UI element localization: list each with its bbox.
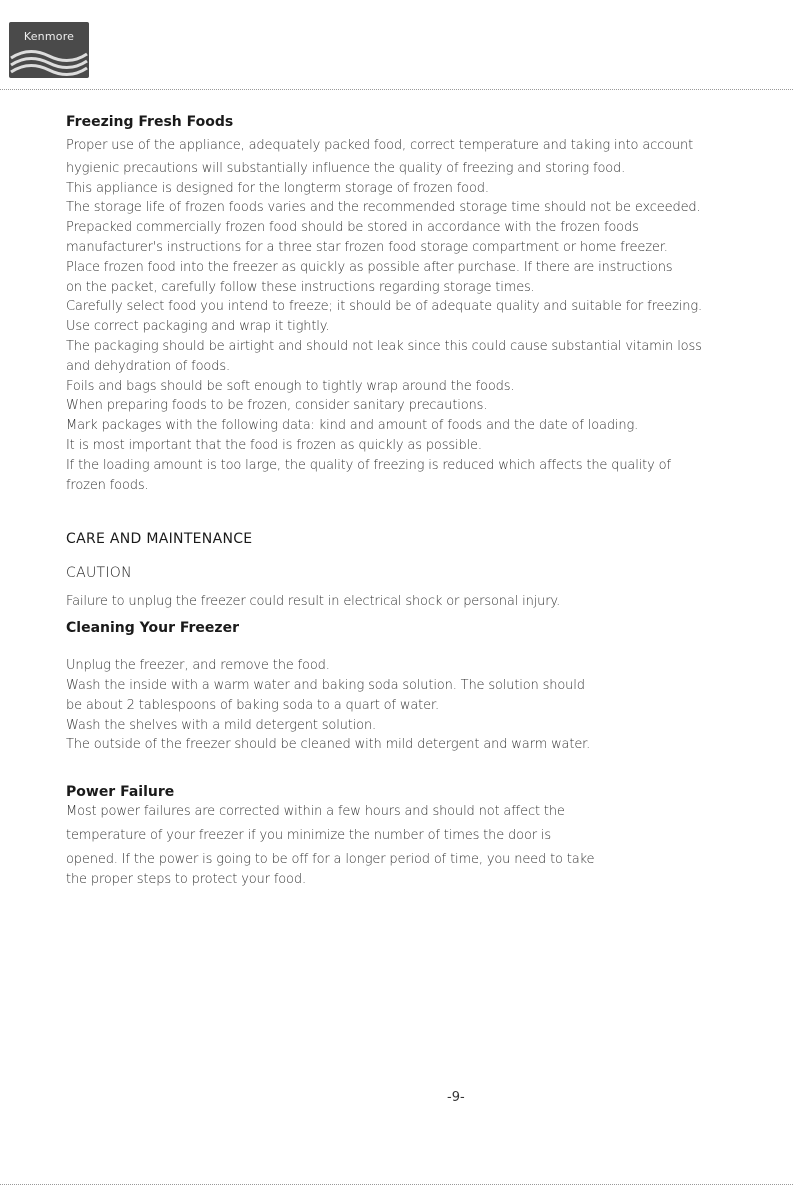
freezing-line: It is most important that the food is frozen as quickly as possible. [66, 437, 482, 453]
freezing-line: manufacturer's instructions for a three star frozen food storage compartment or home freezer. [66, 239, 668, 255]
cleaning-body [66, 656, 781, 755]
freezing-line: on the packet, carefully follow these instructions regarding storage times. [66, 279, 535, 295]
freezing-line: The packaging should be airtight and should not leak since this could cause substantial vitamin loss [66, 338, 702, 354]
logo-wave-icon [9, 48, 89, 78]
freezing-line: Prepacked commercially frozen food should be stored in accordance with the frozen foods [66, 220, 639, 236]
logo-brand-text: Kenmore [23, 30, 75, 43]
power-line: the proper steps to protect your food. [66, 871, 306, 887]
freezing-line: Foils and bags should be soft enough to tightly wrap around the foods. [66, 378, 515, 394]
freezing-line: Use correct packaging and wrap it tightly. [66, 319, 330, 335]
care-heading: CARE AND MAINTENANCE [66, 531, 253, 548]
page-number: -9- [447, 1090, 465, 1105]
power-line: temperature of your freezer if you minimize the number of times the door is [66, 827, 552, 843]
footer-divider [0, 1184, 793, 1185]
freezing-line: This appliance is designed for the longterm storage of frozen food. [66, 180, 489, 196]
freezing-line: If the loading amount is too large, the quality of freezing is reduced which affects the quality of [66, 457, 671, 473]
caution-text: Failure to unplug the freezer could result in electrical shock or personal injury. [66, 594, 561, 610]
freezing-line: When preparing foods to be frozen, consider sanitary precautions. [66, 398, 488, 414]
freezing-line: The storage life of frozen foods varies and the recommended storage time should not be exceeded. [66, 200, 701, 216]
freezing-heading: Freezing Fresh Foods [66, 114, 234, 130]
page-content [66, 112, 781, 889]
freezing-line: hygienic precautions will substantially influence the quality of freezing and storing food. [66, 160, 626, 176]
cleaning-line: be about 2 tablespoons of baking soda to a quart of water. [66, 697, 439, 713]
cleaning-heading: Cleaning Your Freezer [66, 620, 239, 637]
cleaning-line: Wash the shelves with a mild detergent solution. [66, 717, 377, 733]
kenmore-logo [9, 22, 89, 78]
cleaning-line: Unplug the freezer, and remove the food. [66, 658, 330, 674]
power-line: Most power failures are corrected within a few hours and should not affect the [66, 804, 565, 820]
freezing-line: Carefully select food you intend to freeze; it should be of adequate quality and suitable for freezing. [66, 299, 702, 315]
power-line: opened. If the power is going to be off for a longer period of time, you need to take [66, 851, 595, 867]
cleaning-line: Wash the inside with a warm water and baking soda solution. The solution should [66, 677, 585, 693]
freezing-line: Mark packages with the following data: kind and amount of foods and the date of loading. [66, 418, 639, 434]
freezing-body [66, 136, 781, 495]
power-heading: Power Failure [66, 784, 175, 801]
freezing-line: and dehydration of foods. [66, 358, 230, 374]
caution-label: CAUTION [66, 565, 132, 582]
freezing-line: Place frozen food into the freezer as quickly as possible after purchase. If there are instructions [66, 259, 673, 275]
freezing-line: frozen foods. [66, 477, 149, 493]
header-divider [0, 89, 793, 90]
cleaning-line: The outside of the freezer should be cleaned with mild detergent and warm water. [66, 737, 591, 753]
power-body [66, 802, 781, 889]
freezing-line: Proper use of the appliance, adequately packed food, correct temperature and taking into account [66, 138, 694, 153]
